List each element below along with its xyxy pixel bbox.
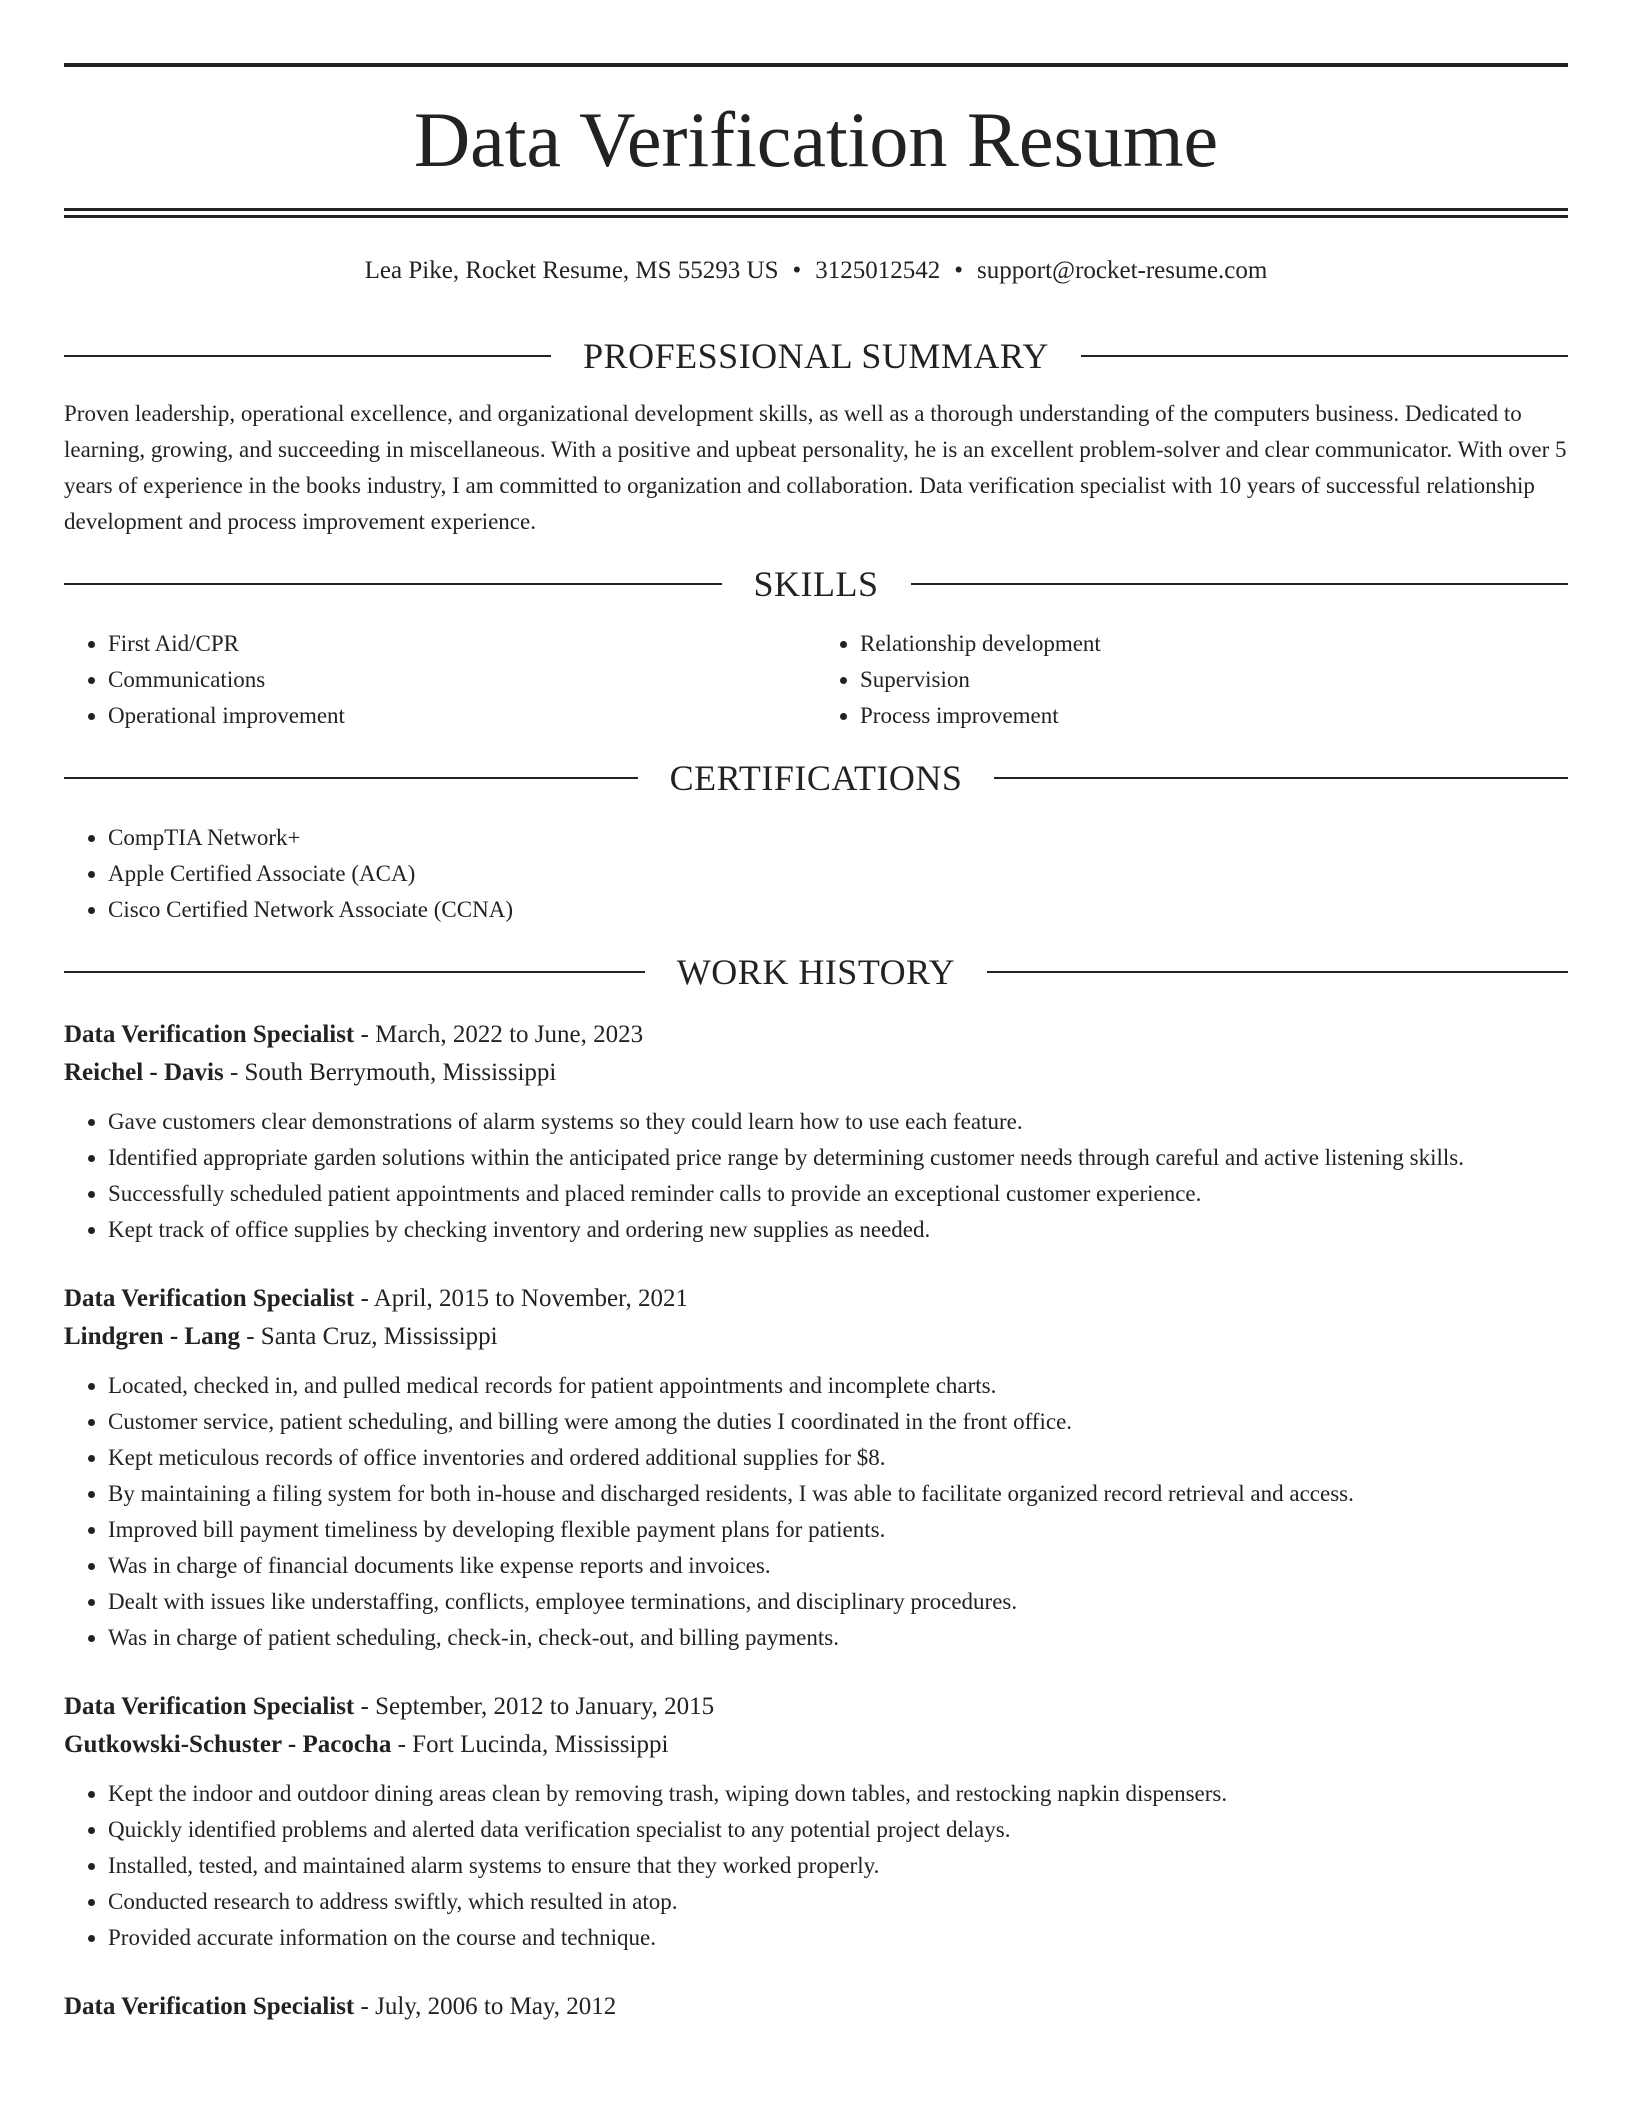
summary-section-heading: [64, 326, 1568, 386]
certification-item: • Cisco Certified Network Associate (CCNA): [108, 892, 1568, 928]
contact-line: [64, 254, 1568, 288]
job-title-line: [64, 1016, 1568, 1054]
heading-rule: [64, 777, 638, 779]
certification-item: • CompTIA Network+: [108, 820, 1568, 856]
job-bullet: • Kept the indoor and outdoor dining areas clean by removing trash, wiping down tables, and restocking napkin dispensers.: [108, 1776, 1568, 1812]
job-bullet: • Customer service, patient scheduling, and billing were among the duties I coordinated in the front office.: [108, 1404, 1568, 1440]
job-location: - Santa Cruz, Mississippi: [239, 1323, 498, 1350]
skills-list-left: [64, 626, 816, 734]
job-bullet: • Kept meticulous records of office inventories and ordered additional supplies for $8.: [108, 1440, 1568, 1476]
job-bullet: • Located, checked in, and pulled medical records for patient appointments and incomplete charts.: [108, 1368, 1568, 1404]
job-bullet: • Was in charge of patient scheduling, check-in, check-out, and billing payments.: [108, 1620, 1568, 1656]
job-title-line: [64, 1280, 1568, 1318]
job-company-line: [64, 1054, 1568, 1092]
job-bullet: • Successfully scheduled patient appointments and placed reminder calls to provide an exceptional customer experience.: [108, 1176, 1568, 1212]
job-bullets: [64, 1104, 1568, 1248]
heading-rule: [994, 777, 1568, 779]
job-bullet: • Quickly identified problems and alerted data verification specialist to any potential project delays.: [108, 1812, 1568, 1848]
work-heading: WORK HISTORY: [676, 952, 956, 992]
certifications-list: [64, 820, 1568, 928]
job-dates: - September, 2012 to January, 2015: [354, 1693, 715, 1720]
job-bullet: • Improved bill payment timeliness by developing flexible payment plans for patients.: [108, 1512, 1568, 1548]
job-company-line: [64, 1318, 1568, 1356]
job-bullet: • Kept track of office supplies by checking inventory and ordering new supplies as needed.: [108, 1212, 1568, 1248]
job-location: - South Berrymouth, Mississippi: [223, 1059, 557, 1086]
page-title: Data Verification Resume: [413, 96, 1219, 183]
job-location: - Fort Lucinda, Mississippi: [391, 1731, 669, 1758]
job-bullet: • Dealt with issues like understaffing, conflicts, employee terminations, and disciplinary procedures.: [108, 1584, 1568, 1620]
certifications-section-heading: [64, 748, 1568, 808]
contact-separator: •: [954, 257, 964, 284]
heading-rule: [911, 583, 1569, 585]
job-bullet: • Installed, tested, and maintained alarm systems to ensure that they worked properly.: [108, 1848, 1568, 1884]
skill-item: • Process improvement: [860, 698, 1568, 734]
job-company-line: [64, 1726, 1568, 1764]
job-dates: - April, 2015 to November, 2021: [354, 1285, 688, 1312]
job-company: Gutkowski-Schuster - Pacocha: [64, 1731, 392, 1758]
professional-summary: Proven leadership, operational excellence, and organizational development skills, as well as a thorough understanding of the computers business. Dedicated to learning, growing, and succeeding in miscellaneous. With a positive and upbeat personality, he is an excellent problem-solver and clear communicator. With over 5 years of experience in the books industry, I am committed to organization and collaboration. Data verification specialist with 10 years of successful relationship development and process improvement experience.: [64, 401, 1567, 534]
certifications-heading: CERTIFICATIONS: [669, 758, 963, 798]
job-company: Lindgren - Lang: [64, 1323, 240, 1350]
skill-item: • Supervision: [860, 662, 1568, 698]
job-bullets: [64, 1368, 1568, 1656]
contact-phone: 3125012542: [815, 257, 941, 284]
heading-rule: [1081, 355, 1568, 357]
skill-item: • Operational improvement: [108, 698, 816, 734]
job-bullet: • Identified appropriate garden solutions within the anticipated price range by determining customer needs through careful and active listening skills.: [108, 1140, 1568, 1176]
job-entry: [64, 1280, 1568, 1656]
skill-item: • First Aid/CPR: [108, 626, 816, 662]
contact-email: support@rocket-resume.com: [977, 257, 1268, 284]
heading-rule: [64, 971, 645, 973]
job-bullet: • By maintaining a filing system for both in-house and discharged residents, I was able to facilitate organized record retrieval and access.: [108, 1476, 1568, 1512]
contact-address: Lea Pike, Rocket Resume, MS 55293 US: [364, 257, 779, 284]
skills-heading: SKILLS: [753, 564, 879, 604]
work-history: [64, 1016, 1568, 2026]
job-bullets: [64, 1776, 1568, 1956]
job-bullet: • Provided accurate information on the course and technique.: [108, 1920, 1568, 1956]
job-entry: [64, 1016, 1568, 1248]
skills-list-right: [816, 626, 1568, 734]
certification-item: • Apple Certified Associate (ACA): [108, 856, 1568, 892]
heading-rule: [64, 583, 722, 585]
job-company: Reichel - Davis: [64, 1059, 224, 1086]
summary-heading: PROFESSIONAL SUMMARY: [583, 336, 1049, 376]
job-title: Data Verification Specialist: [64, 1021, 355, 1048]
heading-rule: [64, 355, 551, 357]
job-title: Data Verification Specialist: [64, 1693, 355, 1720]
title-double-rule: [64, 208, 1568, 218]
job-bullet: • Gave customers clear demonstrations of alarm systems so they could learn how to use each feature.: [108, 1104, 1568, 1140]
contact-separator: •: [792, 257, 802, 284]
skills-grid: [64, 626, 1568, 734]
job-entry: [64, 1988, 1568, 2026]
skills-section-heading: [64, 554, 1568, 614]
job-dates: - March, 2022 to June, 2023: [354, 1021, 644, 1048]
job-title: Data Verification Specialist: [64, 1993, 355, 2020]
job-title-line: [64, 1688, 1568, 1726]
skill-item: • Communications: [108, 662, 816, 698]
job-entry: [64, 1688, 1568, 1956]
resume-content: [64, 326, 1568, 2058]
skill-item: • Relationship development: [860, 626, 1568, 662]
heading-rule: [987, 971, 1568, 973]
job-bullet: • Was in charge of financial documents like expense reports and invoices.: [108, 1548, 1568, 1584]
job-dates: - July, 2006 to May, 2012: [354, 1993, 617, 2020]
job-title: Data Verification Specialist: [64, 1285, 355, 1312]
job-title-line: [64, 1988, 1568, 2026]
top-rule: [64, 63, 1568, 67]
job-bullet: • Conducted research to address swiftly, which resulted in atop.: [108, 1884, 1568, 1920]
work-section-heading: [64, 942, 1568, 1002]
